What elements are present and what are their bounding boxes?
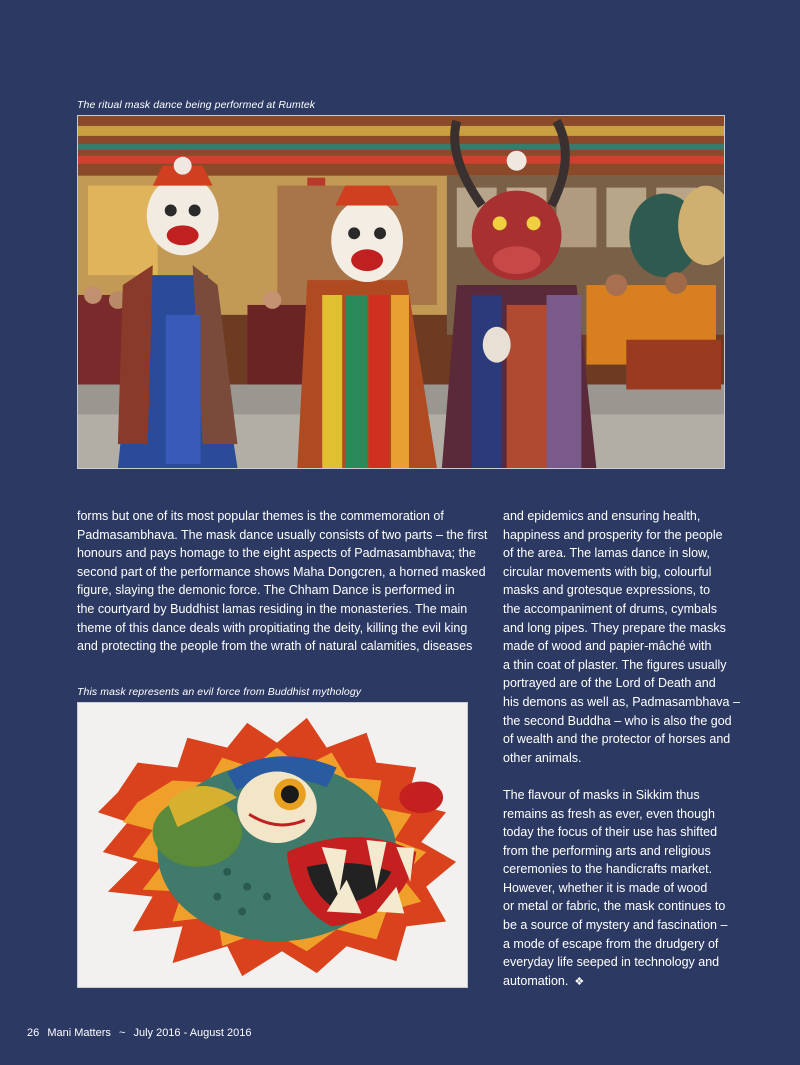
page-number: 26 xyxy=(27,1027,40,1039)
text-line: The flavour of masks in Sikkim thus xyxy=(503,787,700,802)
article-left-column xyxy=(77,507,488,656)
text-line: and long pipes. They prepare the masks xyxy=(503,620,726,635)
photo-caption-dance: The ritual mask dance being performed at Rumtek xyxy=(77,99,316,111)
end-of-article-icon: ❖ xyxy=(574,975,585,988)
mask-dance-illustration xyxy=(78,116,724,468)
text-line: other animals. xyxy=(503,750,582,765)
evil-force-mask-photo xyxy=(77,702,468,988)
text-line: portrayed are of the Lord of Death and xyxy=(503,676,716,691)
text-line: theme of this dance deals with propitiating the deity, killing the evil king xyxy=(77,620,468,635)
text-line: of wealth and the protector of horses and xyxy=(503,732,731,747)
text-line: masks and grotesque expressions, to xyxy=(503,583,711,598)
text-line: second part of the performance shows Maha Dongcren, a horned masked xyxy=(77,564,486,579)
text-line: a thin coat of plaster. The figures usually xyxy=(503,657,727,672)
text-line: today the focus of their use has shifted xyxy=(503,825,718,840)
mask-dance-photo xyxy=(77,115,725,469)
text-line: Padmasambhava. The mask dance usually consists of two parts – the first xyxy=(77,527,488,542)
publication-name: Mani Matters xyxy=(47,1027,111,1039)
text-line: ceremonies to the handicrafts market. xyxy=(503,862,713,877)
photo-caption-mask: This mask represents an evil force from Buddhist mythology xyxy=(77,686,362,698)
article-paragraph xyxy=(503,786,733,992)
text-line: the second Buddha – who is also the god xyxy=(503,713,732,728)
text-line: However, whether it is made of wood xyxy=(503,880,708,895)
text-line: forms but one of its most popular themes is the commemoration of xyxy=(77,509,444,523)
text-line: the courtyard by Buddhist lamas residing in the monasteries. The main xyxy=(77,601,468,616)
page-footer xyxy=(27,1027,256,1039)
text-line: remains as fresh as ever, even though xyxy=(503,806,715,821)
text-line: the accompaniment of drums, cymbals xyxy=(503,601,717,616)
article-right-column xyxy=(503,507,740,991)
text-line: of the area. The lamas dance in slow, xyxy=(503,546,710,561)
text-line: happiness and prosperity for the people xyxy=(503,527,723,542)
text-line-last: automation. xyxy=(503,973,569,988)
text-line xyxy=(503,972,733,992)
issue-date: July 2016 - August 2016 xyxy=(133,1027,252,1039)
text-line: honours and pays homage to the eight aspects of Padmasambhava; the xyxy=(77,546,476,561)
text-line: figure, slaying the demonic force. The Chham Dance is performed in xyxy=(77,583,455,598)
text-line: his demons as well as, Padmasambhava – xyxy=(503,694,740,709)
text-line: and protecting the people from the wrath of natural calamities, diseases xyxy=(77,639,473,654)
article-paragraph xyxy=(503,507,740,767)
text-line: a mode of escape from the drudgery of xyxy=(503,936,719,951)
text-line: and epidemics and ensuring health, xyxy=(503,509,701,523)
mask-illustration xyxy=(78,703,467,987)
text-line: made of wood and papier-mâché with xyxy=(503,639,712,654)
text-line: circular movements with big, colourful xyxy=(503,564,712,579)
footer-separator: ~ xyxy=(118,1027,126,1039)
text-line: everyday life seeped in technology and xyxy=(503,955,720,970)
text-line: from the performing arts and religious xyxy=(503,843,711,858)
text-line: be a source of mystery and fascination – xyxy=(503,918,728,933)
text-line: or metal or fabric, the mask continues to xyxy=(503,899,726,914)
